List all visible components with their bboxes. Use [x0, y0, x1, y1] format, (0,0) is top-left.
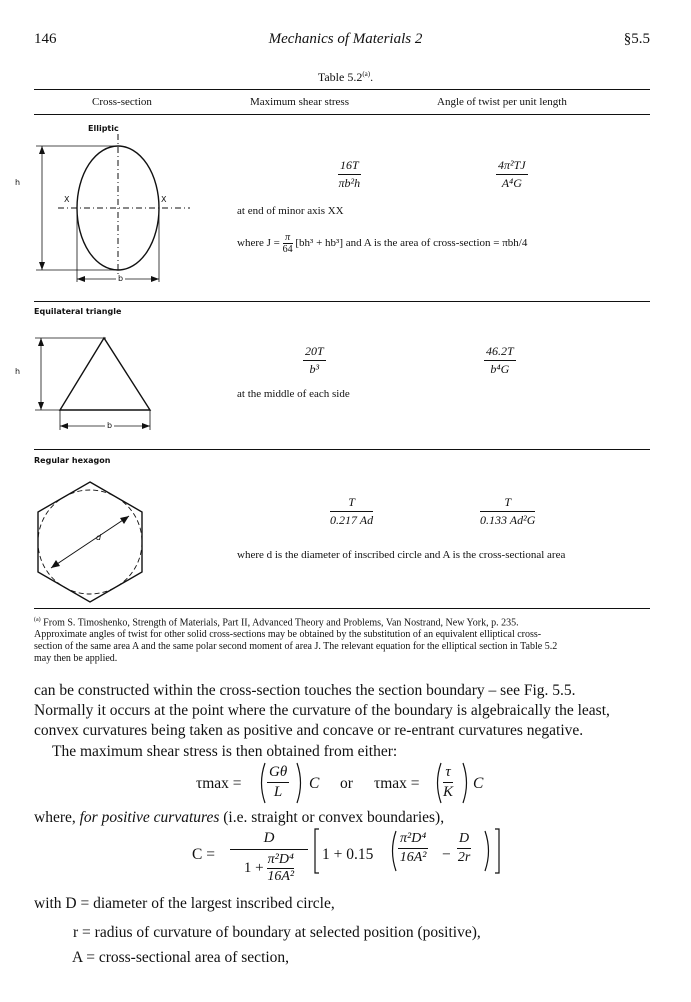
- eq1-f1-den: L: [273, 784, 283, 800]
- col-header-twist: Angle of twist per unit length: [437, 96, 567, 108]
- eq2-num: D: [230, 830, 308, 850]
- pi-num: π: [283, 232, 293, 244]
- eq2-f4-den: 2r: [457, 850, 471, 865]
- col-header-max-shear: Maximum shear stress: [250, 96, 349, 108]
- col-header-cross-section: Cross-section: [92, 96, 152, 108]
- triangle-twist-num: 46.2T: [484, 344, 516, 361]
- section-number: §5.5: [623, 31, 650, 47]
- hexagon-twist-den: 0.133 Ad²G: [480, 513, 536, 527]
- eq2-f4-num: D: [457, 831, 471, 849]
- p1-line-3: convex curvatures being taken as positive and concave or re-entrant curvatures negative.: [34, 722, 584, 739]
- elliptic-label-x1: X: [64, 195, 70, 204]
- table-footnote: [34, 614, 654, 665]
- p3-where: where,: [34, 809, 76, 826]
- section-label-elliptic: Elliptic: [88, 124, 119, 133]
- footnote-line-3: section of the same area A and the same polar second moment of area J. The relevant equation for the elliptical section in Table 5.2: [34, 641, 558, 653]
- eq2-main-fraction: [230, 830, 308, 885]
- triangle-twist-den: b⁴G: [490, 362, 510, 376]
- caption-end: .: [370, 70, 374, 84]
- body-paragraph-2: The maximum shear stress is then obtained from either:: [52, 743, 398, 760]
- eq2-f3-num: π²D⁴: [398, 831, 428, 849]
- triangle-shear-den: b³: [309, 362, 320, 376]
- eq1-paren-right-2: [462, 762, 470, 804]
- eq2-den: [230, 850, 308, 885]
- pi-den: 64: [282, 244, 293, 255]
- p1-line-1: can be constructed within the cross-section touches the section boundary – see Fig. 5.5.: [34, 682, 576, 699]
- table-top-rule: [34, 89, 650, 90]
- eq1-f1-num: Gθ: [267, 764, 289, 783]
- def-line-2: r = radius of curvature of boundary at selected position (positive),: [73, 924, 481, 941]
- eq1-paren-right: [296, 762, 304, 804]
- section-label-hexagon: Regular hexagon: [34, 456, 111, 465]
- def-line-3: A = cross-sectional area of section,: [72, 949, 290, 966]
- p3-rest: (i.e. straight or convex boundaries),: [223, 809, 445, 826]
- elliptic-twist: [496, 158, 528, 191]
- eq1-paren-left-2: [434, 762, 442, 804]
- eq1-f2-den: K: [443, 784, 454, 800]
- elliptic-shear-num: 16T: [338, 158, 361, 175]
- eq2-den-fraction: [267, 852, 294, 885]
- hexagon-twist: [480, 495, 535, 528]
- eq1-fraction-2: [443, 764, 453, 801]
- eq2-bracket-left: [314, 828, 320, 874]
- triangle-label-b: b: [107, 421, 113, 430]
- eq2-paren-right: [484, 830, 492, 872]
- p3-positive-curvatures: for positive curvatures: [79, 809, 220, 826]
- footnote-line-2: Approximate angles of twist for other solid cross-sections may be obtained by the substitution of an equivalent elliptical cross-: [34, 629, 542, 641]
- eq2-fraction-3: [398, 831, 428, 866]
- eq2-lhs: C =: [192, 846, 215, 863]
- hexagon-twist-num: T: [480, 495, 535, 512]
- table-header-rule: [34, 114, 650, 115]
- elliptic-twist-num: 4π²TJ: [496, 158, 528, 175]
- body-paragraph-3: [34, 808, 444, 828]
- body-paragraph-1: [34, 681, 654, 741]
- eq2-f3-den: 16A²: [399, 850, 427, 865]
- eq1-fraction-1: [267, 764, 289, 801]
- page-number: 146: [34, 31, 57, 47]
- triangle-shear-num: 20T: [303, 344, 326, 361]
- eq1-c: C: [309, 775, 320, 792]
- hexagon-note: where d is the diameter of inscribed circle and A is the cross-sectional area: [237, 549, 566, 561]
- eq2-minus: −: [442, 846, 451, 863]
- eq1-f2-num: τ: [443, 764, 453, 783]
- eq2-paren-left: [389, 830, 397, 872]
- elliptic-label-b: b: [118, 274, 124, 283]
- pi-over-64: [283, 232, 293, 255]
- hexagon-diagram: [35, 478, 155, 608]
- footnote-line-1: [34, 614, 654, 629]
- eq2-den-f-num: π²D⁴: [267, 852, 294, 867]
- row-divider-1: [34, 301, 650, 302]
- hexagon-shear-num: T: [330, 495, 373, 512]
- hexagon-shear-den: 0.217 Ad: [330, 513, 374, 527]
- elliptic-twist-den: A⁴G: [501, 176, 522, 190]
- footnote-mark: (a): [34, 617, 41, 623]
- eq1-c-2: C: [473, 775, 484, 792]
- ellipse-diagram: [30, 134, 210, 294]
- eq1-lhs-2: τmax =: [374, 775, 420, 792]
- triangle-twist: [484, 344, 516, 377]
- eq2-bracket-right: [494, 828, 500, 874]
- row-divider-2: [34, 449, 650, 450]
- eq1-paren-left: [258, 762, 266, 804]
- eq1-or: or: [340, 775, 353, 792]
- def-line-1: with D = diameter of the largest inscribed circle,: [34, 895, 335, 912]
- eq2-den-one-plus: 1 +: [243, 859, 264, 876]
- triangle-note: at the middle of each side: [237, 388, 350, 400]
- caption-note-mark: (a): [362, 70, 371, 78]
- where-j-rest: [bh³ + hb³] and A is the area of cross-section = πbh/4: [295, 237, 528, 250]
- eq1-lhs: τmax =: [196, 775, 242, 792]
- elliptic-shear-stress: [338, 158, 361, 191]
- elliptic-shear-den: πb²h: [338, 176, 361, 190]
- footnote-text-1: From S. Timoshenko, Strength of Materials, Part II, Advanced Theory and Problems, Van Nostrand, New York, p. 235.: [43, 617, 519, 629]
- table-bottom-rule: [34, 608, 650, 609]
- eq2-den-f-den: 16A²: [267, 869, 295, 884]
- running-title: Mechanics of Materials 2: [268, 31, 423, 47]
- where-j-prefix: where J =: [237, 237, 280, 250]
- section-label-triangle: Equilateral triangle: [34, 307, 122, 316]
- triangle-label-h: h: [15, 367, 21, 376]
- triangle-shear-stress: [303, 344, 326, 377]
- elliptic-where-line: [237, 232, 527, 255]
- caption-text: Table 5.2: [317, 70, 363, 84]
- hexagon-shear-stress: [330, 495, 373, 528]
- elliptic-label-h: h: [15, 178, 21, 187]
- elliptic-label-x2: X: [161, 195, 167, 204]
- triangle-diagram: [30, 334, 170, 434]
- footnote-line-4: may then be applied.: [34, 653, 118, 665]
- hexagon-label-d: d: [96, 533, 102, 542]
- p1-line-2: Normally it occurs at the point where the curvature of the boundary is algebraically the least,: [34, 702, 610, 719]
- eq2-fraction-4: [457, 831, 471, 866]
- eq2-bracket-one: 1 + 0.15: [322, 846, 374, 863]
- elliptic-note: at end of minor axis XX: [237, 205, 344, 217]
- table-caption: [0, 70, 691, 85]
